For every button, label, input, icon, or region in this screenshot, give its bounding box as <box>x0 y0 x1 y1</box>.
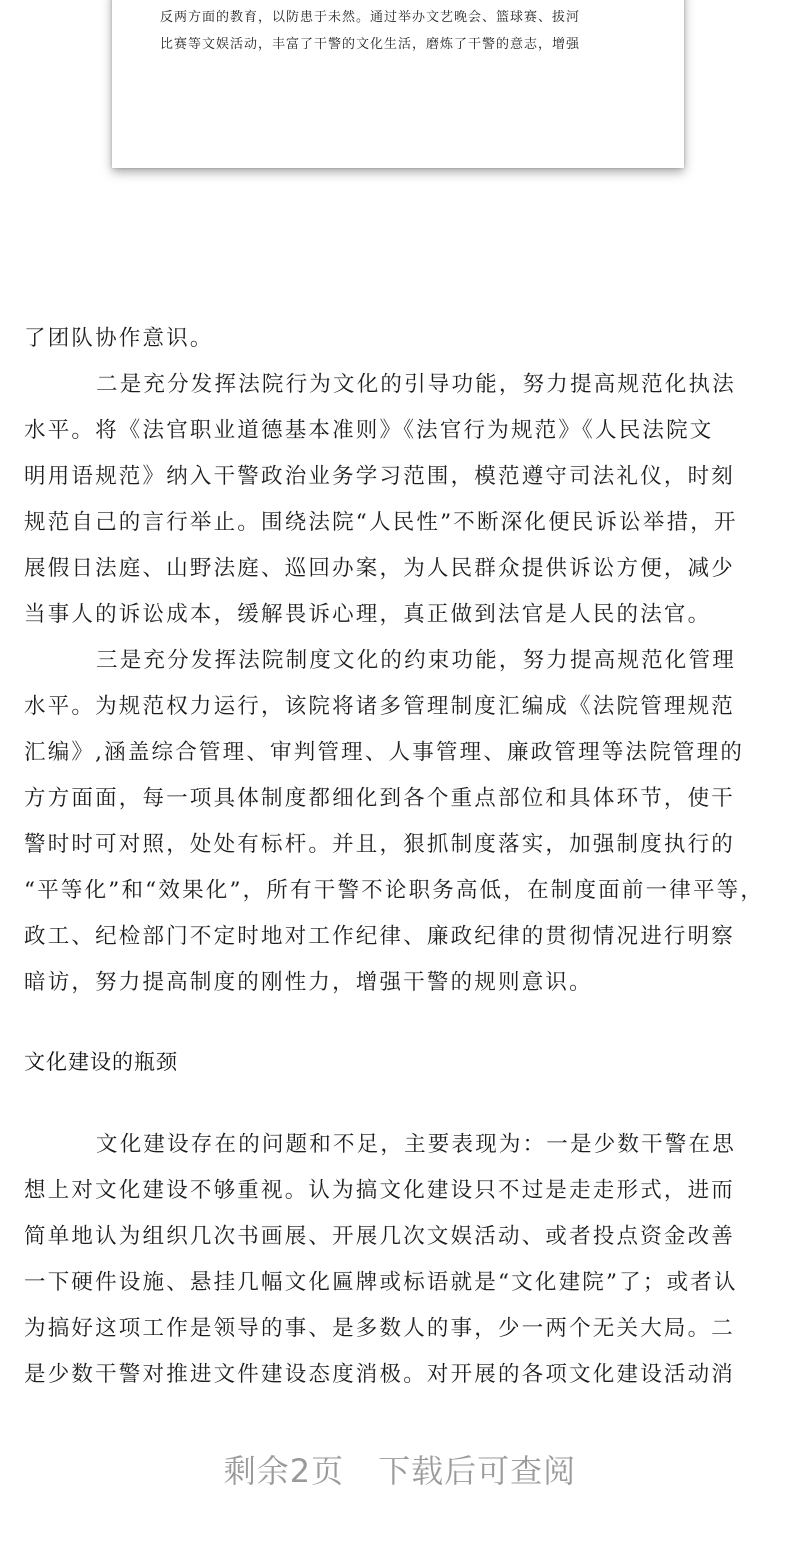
paragraph-line: 三是充分发挥法院制度文化的约束功能，努力提高规范化管理 <box>96 648 736 673</box>
download-to-view-label: 下载后可查阅 <box>378 1452 577 1490</box>
paragraph-line: 二是充分发挥法院行为文化的引导功能，努力提高规范化执法 <box>96 372 736 397</box>
preview-line: 反两方面的教育，以防患于未然。通过举办文艺晚会、篮球赛、拔河 <box>160 10 581 25</box>
paragraph-line: 警时时可对照，处处有标杆。并且，狠抓制度落实，加强制度执行的 <box>24 832 736 857</box>
paragraph-line: 想上对文化建设不够重视。认为搞文化建设只不过是走走形式，进而 <box>24 1178 736 1203</box>
paragraph-line: 明用语规范》纳入干警政治业务学习范围，模范遵守司法礼仪，时刻 <box>24 464 736 489</box>
paragraph-line: 是少数干警对推进文件建设态度消极。对开展的各项文化建设活动消 <box>24 1362 736 1387</box>
paragraph-line: 当事人的诉讼成本，缓解畏诉心理，真正做到法官是人民的法官。 <box>24 602 712 627</box>
paragraph-line: 了团队协作意识。 <box>24 326 214 351</box>
section-body <box>24 1122 784 1398</box>
paragraph-line: 水平。为规范权力运行，该院将诸多管理制度汇编成《法院管理规范 <box>24 694 736 719</box>
preview-line: 比赛等文娱活动，丰富了干警的文化生活，磨炼了干警的意志，增强 <box>160 37 581 52</box>
preview-text <box>160 4 640 58</box>
paragraph-line: 文化建设存在的问题和不足，主要表现为：一是少数干警在思 <box>96 1132 736 1157</box>
download-prompt[interactable] <box>0 1440 800 1502</box>
section-heading: 文化建设的瓶颈 <box>24 1050 178 1074</box>
paragraph-line: “平等化”和“效果化”，所有干警不论职务高低，在制度面前一律平等， <box>24 878 765 903</box>
previous-page-preview <box>112 0 684 168</box>
paragraph-line: 水平。将《法官职业道德基本准则》《法官行为规范》《人民法院文 <box>24 418 714 443</box>
article-body <box>24 316 784 1006</box>
paragraph-line: 简单地认为组织几次书画展、开展几次文娱活动、或者投点资金改善 <box>24 1224 736 1249</box>
paragraph-line: 展假日法庭、山野法庭、巡回办案，为人民群众提供诉讼方便，减少 <box>24 556 736 581</box>
remaining-pages-label: 剩余2页 <box>223 1452 345 1490</box>
paragraph-line: 规范自己的言行举止。围绕法院“人民性”不断深化便民诉讼举措，开 <box>24 510 738 535</box>
paragraph-line: 一下硬件设施、悬挂几幅文化匾牌或标语就是“文化建院”了；或者认 <box>24 1270 738 1295</box>
paragraph-line: 政工、纪检部门不定时地对工作纪律、廉政纪律的贯彻情况进行明察 <box>24 924 736 949</box>
paragraph-line: 方方面面，每一项具体制度都细化到各个重点部位和具体环节，使干 <box>24 786 736 811</box>
paragraph-line: 汇编》,涵盖综合管理、审判管理、人事管理、廉政管理等法院管理的 <box>24 740 745 765</box>
paragraph-line: 为搞好这项工作是领导的事、是多数人的事，少一两个无关大局。二 <box>24 1316 736 1341</box>
paragraph-line: 暗访，努力提高制度的刚性力，增强干警的规则意识。 <box>24 970 593 995</box>
